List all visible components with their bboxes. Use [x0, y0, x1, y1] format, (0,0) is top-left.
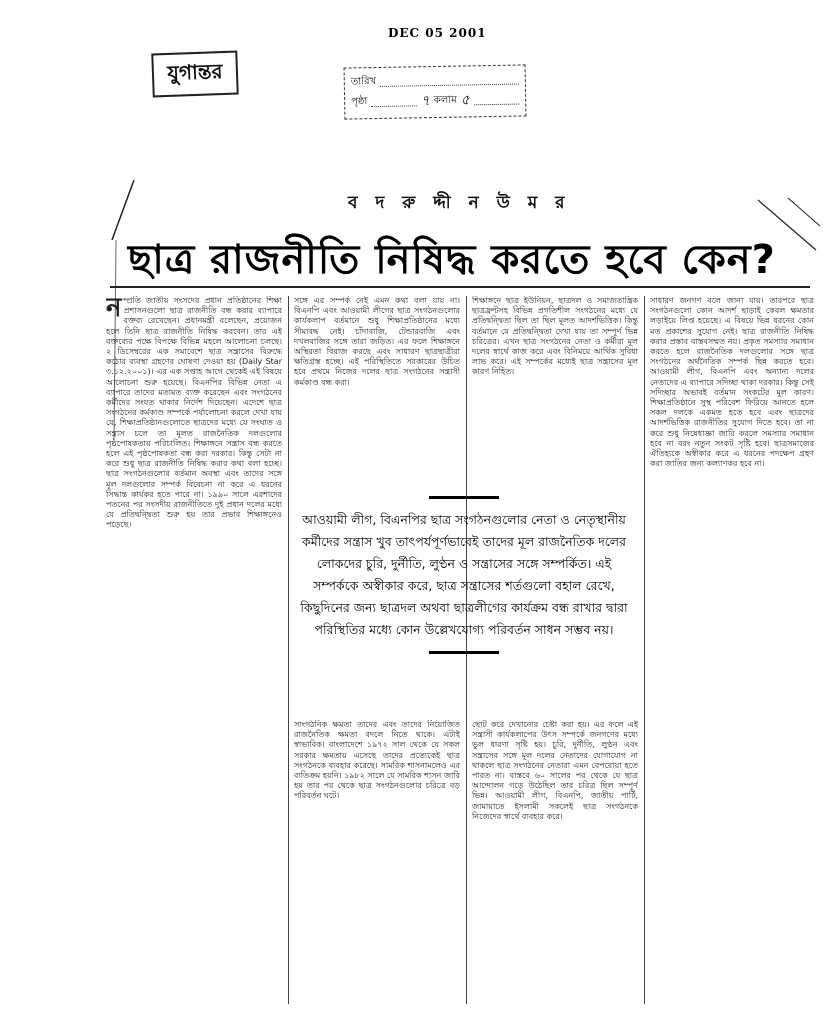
article-byline: ব দ রু দ্দী ন উ ম র — [348, 193, 571, 213]
reference-page-row — [351, 90, 519, 113]
date-dotted-line — [380, 75, 519, 86]
column-2b-text: সাংগঠনিক ক্ষমতা তাদের এবং তাদের নিয়োজিত রাজনৈতিক ক্ষমতা বদলে নিতে থাকে। এটাই স্বাভাবিক। বাংলাদেশে ১৯৭২ সাল থেকে যে সকল সরকার ক্ষমতায় এসেছে তাদের প্রত্যেকেই ছাত্র সংগঠনকে ব্যবহার করেছে। সামরিক শাসনামলেও এর ব্যতিক্রম হয়নি। ১৯৮২ সালে যে সামরিক শাসন জারি হয় তার পর থেকে ছাত্র সংগঠনগুলোর চরিত্রে বড় পরিবর্তন ঘটে। — [294, 720, 460, 801]
article-column-4 — [650, 296, 814, 1004]
dropcap: ন — [106, 296, 122, 323]
article-headline: ছাত্র রাজনীতি নিষিদ্ধ করতে হবে কেন? — [128, 237, 776, 283]
newspaper-clipping — [98, 180, 820, 1030]
pull-quote-text: আওয়ামী লীগ, বিএনপির ছাত্র সংগঠনগুলোর নেতা ও নেতৃস্থানীয় কর্মীদের সন্ত্রাস খুব তাৎপর্যপূর্ণভাবেই তাদের মূল রাজনৈতিক দলের লোকদের চুরি, দুর্নীতি, লুণ্ঠন ও সন্ত্রাসের সঙ্গে সম্পর্কিত। এই সম্পর্ককে অস্বীকার করে, ছাত্র সন্ত্রাসের শর্তগুলো বহাল রেখে, কিছুদিনের জন্য ছাত্রদল অথবা ছাত্রলীগের কার্যক্রম বন্ধ রাখার দ্বারা পরিস্থিতির মধ্যে কোন উল্লেখযোগ্য পরিবর্তন সাধন সম্ভব নয়। — [300, 512, 628, 637]
newspaper-name-stamp — [151, 51, 238, 98]
column-divider — [644, 296, 645, 1004]
article-column-3-top — [472, 296, 638, 486]
article-column-2-bottom — [294, 720, 460, 1004]
column-3b-text: ছোট করে দেখানোর চেষ্টা করা হয়। এর ফলে এই সন্ত্রাসী কার্যকলাপের উৎস সম্পর্কে জনগণের মধ্যে ভুল ধারণা সৃষ্টি হয়। চুরি, দুর্নীতি, লুণ্ঠন এবং সন্ত্রাসের সঙ্গে মূল দলের নেতাদের যোগাযোগ না থাকলে ছাত্র সংগঠনের নেতারা এমন বেপরোয়া হতে পারত না। বাস্তবে ৬০ সালের পর থেকে যে ছাত্র আন্দোলন গড়ে উঠেছিল তার চরিত্র ছিল সম্পূর্ণ ভিন্ন। আওয়ামী লীগ, বিএনপি, জাতীয় পার্টি, জামায়াতে ইসলামী সকলেই ছাত্র সংগঠনকে নিজেদের স্বার্থে ব্যবহার করে। — [472, 720, 638, 821]
reference-page-value: ৭ — [420, 93, 430, 110]
date-stamp: DEC 05 2001 — [388, 26, 487, 40]
reference-column-label: কলাম — [433, 94, 457, 106]
column-dotted-line — [474, 95, 519, 105]
pull-quote — [294, 496, 634, 654]
newspaper-name: যুগান্তর — [166, 58, 223, 85]
article-column-3-bottom — [472, 720, 638, 1004]
pull-quote-top-rule — [429, 496, 499, 499]
column-3-text: শিক্ষাঙ্গনে ছাত্র ইউনিয়ন, ছাত্রদল ও সমাজতান্ত্রিক ছাত্রফ্রন্টসহ বিভিন্ন প্রগতিশীল সংগঠনের মধ্যে যে প্রতিদ্বন্দ্বিতা ছিল তা ছিল মূলত আদর্শভিত্তিক। কিন্তু বর্তমানে যে প্রতিদ্বন্দ্বিতা দেখা যায় তা সম্পূর্ণ ভিন্ন চরিত্রের। এখন ছাত্র সংগঠনের নেতা ও কর্মীরা মূল দলের স্বার্থে কাজ করে এবং বিনিময়ে আর্থিক সুবিধা লাভ করে। এই সম্পর্কের মধ্যেই ছাত্র সন্ত্রাসের মূল কারণ নিহিত। — [472, 296, 638, 377]
pull-quote-bottom-rule — [429, 651, 499, 654]
column-1-text: ম্প্রতি জাতীয় সংসদের প্রধান প্রতিষ্ঠানের শিক্ষা প্রশাসনগুলো ছাত্র রাজনীতি বন্ধ করার ব্যাপারে বক্তব্য রেখেছেন। প্রধানমন্ত্রী বলেছেন, প্রয়োজন হলে তিনি ছাত্র রাজনীতি নিষিদ্ধ করবেন। তার এই বক্তব্যের পক্ষে বিপক্ষে বিভিন্ন মহলে আলোচনা চলছে। ২ ডিসেম্বরের এক সমাবেশে ছাত্র সন্ত্রাসের বিরুদ্ধে কঠোর ব্যবস্থা গ্রহণের ঘোষণা দেওয়া হয় (Daily Star ৩.১২.২০০১)। এর এক সপ্তাহ আগে থেকেই এই বিষয়ে আলোচনা শুরু হয়েছে। বিএনপির বিভিন্ন নেতা এ ব্যাপারে তাদের মতামত ব্যক্ত করেছেন এবং সংগঠনের কর্মীদের সংযত থাকার নির্দেশ দিয়েছেন। এদেশে ছাত্র সংগঠনের কর্মকাণ্ড সম্পর্কে পর্যালোচনা করলে দেখা যায় যে, শিক্ষাপ্রতিষ্ঠানগুলোতে ছাত্রদের মধ্যে যে সংঘাত ও সন্ত্রাস চলে তা মূলত রাজনৈতিক দলগুলোর পৃষ্ঠপোষকতায় পরিচালিত। শিক্ষাঙ্গনে সন্ত্রাস বন্ধ করতে হলে এই পৃষ্ঠপোষকতা বন্ধ করা দরকার। কিন্তু সেটা না করে শুধু ছাত্র রাজনীতি নিষিদ্ধ করার কথা বলা হচ্ছে। ছাত্র সংগঠনগুলোর বর্তমান অবস্থা এবং তাদের সঙ্গে মূল দলগুলোর সম্পর্ক বিবেচনা না করে এ ধরনের সিদ্ধান্ত কার্যকর হতে পারে না। ১৯৯০ সালে এরশাদের পতনের পর সংসদীয় রাজনীতিতে দুই প্রধান দলের মধ্যে যে প্রতিদ্বন্দ্বিতা শুরু হয় তার প্রভাব শিক্ষাঙ্গনেও পড়েছে। — [106, 296, 282, 530]
column-4-text: সাধারণ জনগণ বলে জানা যায়। তারপরে ছাত্র সংগঠনগুলো কোন আদর্শ ছাড়াই কেবল ক্ষমতার লড়াইয়ে লিপ্ত হয়েছে। এ বিষয়ে ভিন্ন ধরনের কোন মত প্রকাশের সুযোগ নেই। ছাত্র রাজনীতি নিষিদ্ধ করার প্রস্তাব বাস্তবসম্মত নয়। প্রকৃত সমস্যার সমাধান করতে হলে রাজনৈতিক দলগুলোর সঙ্গে ছাত্র সংগঠনের অর্থনৈতিক সম্পর্ক ছিন্ন করতে হবে। আওয়ামী লীগ, বিএনপি এবং অন্যান্য দলের নেতাদের এ ব্যাপারে সদিচ্ছা থাকা দরকার। কিন্তু সেই সদিচ্ছার অভাবই বর্তমান সংকটের মূল কারণ। শিক্ষাপ্রতিষ্ঠানে সুস্থ পরিবেশ ফিরিয়ে আনতে হলে সকল দলকে একমত হতে হবে এবং ছাত্রদের আদর্শভিত্তিক রাজনীতির সুযোগ দিতে হবে। তা না করে শুধু নিষেধাজ্ঞা জারি করলে সমস্যার সমাধান হবে না বরং নতুন সংকট সৃষ্টি হবে। ছাত্রসমাজের ঐতিহ্যকে অস্বীকার করে এ ধরনের পদক্ষেপ গ্রহণ করা জাতির জন্য কল্যাণকর হবে না। — [650, 296, 814, 469]
reference-page-label: পৃষ্ঠা — [351, 95, 368, 107]
column-2-text: সঙ্গে এর সম্পর্ক নেই এমন কথা বলা যায় না। বিএনপি এবং আওয়ামী লীগের ছাত্র সংগঠনগুলোর কার্যকলাপ বর্তমানে শুধু শিক্ষাপ্রতিষ্ঠানের মধ্যে সীমাবদ্ধ নেই। চাঁদাবাজি, টেন্ডারবাজি এবং দখলবাজির সঙ্গে তারা জড়িত। এর ফলে শিক্ষাঙ্গনে অস্থিরতা বিরাজ করছে এবং সাধারণ ছাত্রছাত্রীরা ক্ষতিগ্রস্ত হচ্ছে। এই পরিস্থিতিতে সরকারের উচিত হবে প্রথমে নিজের দলের ছাত্র সংগঠনের সন্ত্রাসী কর্মকাণ্ড বন্ধ করা। — [294, 296, 460, 387]
reference-date-label: তারিখ — [350, 75, 377, 87]
article-column-1 — [106, 296, 282, 1004]
reference-slip — [344, 64, 527, 119]
headline-rule — [110, 286, 810, 288]
article-column-2-top — [294, 296, 460, 486]
reference-column-value: ৫ — [460, 92, 470, 109]
column-divider — [288, 296, 289, 1004]
page-dotted-line — [371, 97, 416, 107]
